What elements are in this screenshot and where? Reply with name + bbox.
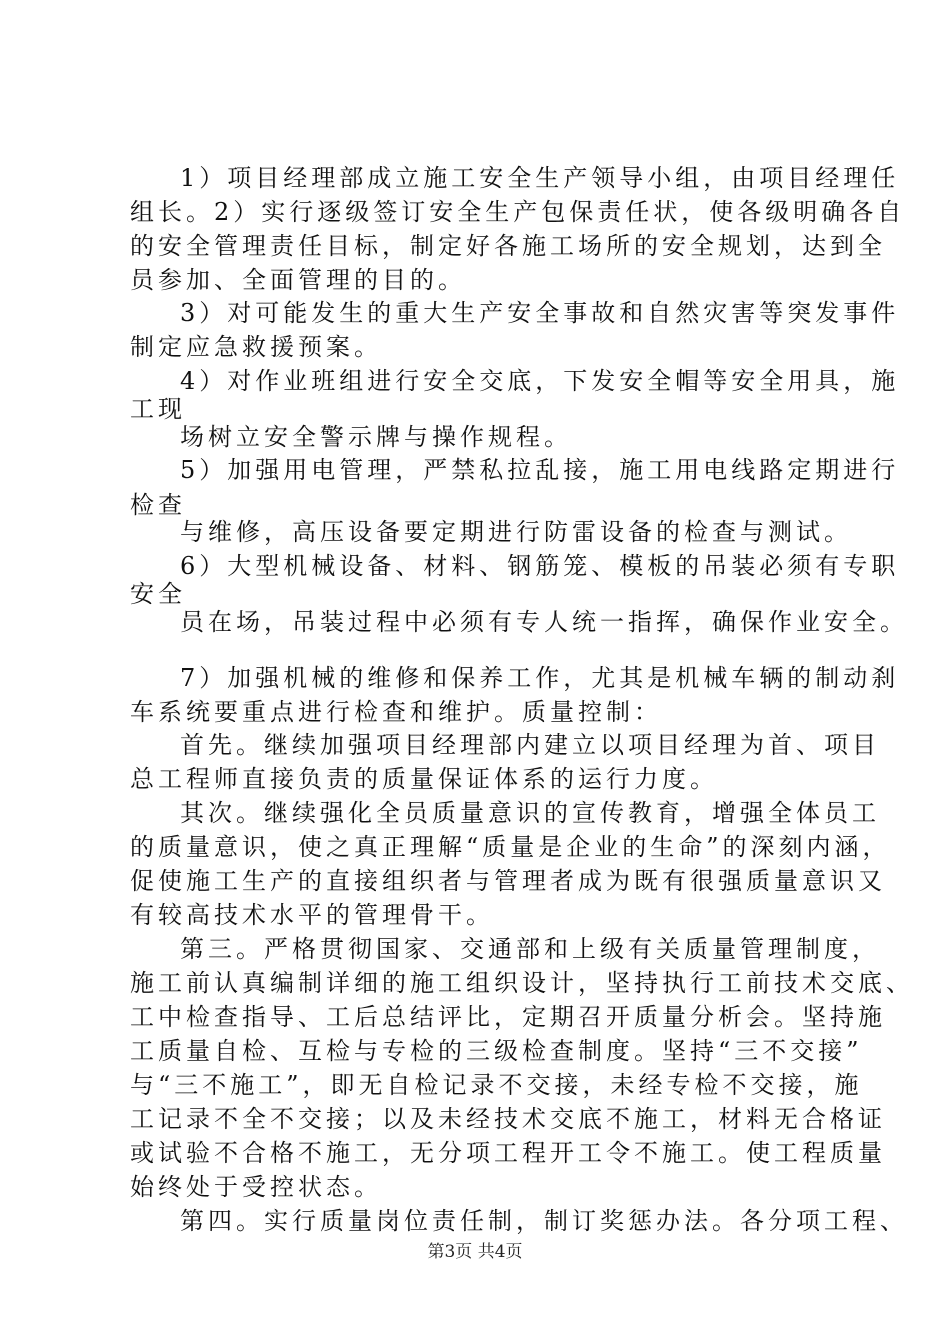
text-line: 5）加强用电管理，严禁私拉乱接，施工用电线路定期进行	[180, 456, 900, 484]
text-line: 的质量意识，使之真正理解“质量是企业的生命”的深刻内涵，	[130, 833, 891, 861]
text-line: 车系统要重点进行检查和维护。质量控制：	[130, 698, 662, 726]
text-line: 或试验不合格不施工，无分项工程开工令不施工。使工程质量	[130, 1139, 886, 1167]
text-line: 4）对作业班组进行安全交底，下发安全帽等安全用具，施	[180, 367, 900, 395]
text-line: 第三。严格贯彻国家、交通部和上级有关质量管理制度，	[180, 935, 880, 963]
text-line: 促使施工生产的直接组织者与管理者成为既有很强质量意识又	[130, 867, 886, 895]
text-line: 安全	[130, 580, 186, 608]
text-line: 第四。实行质量岗位责任制，制订奖惩办法。各分项工程、	[180, 1207, 908, 1235]
text-line: 6）大型机械设备、材料、钢筋笼、模板的吊装必须有专职	[180, 552, 900, 580]
text-line: 有较高技术水平的管理骨干。	[130, 901, 494, 929]
page-footer: 第3页 共4页	[427, 1242, 523, 1262]
text-line: 总工程师直接负责的质量保证体系的运行力度。	[130, 765, 718, 793]
text-line: 工中检查指导、工后总结评比，定期召开质量分析会。坚持施	[130, 1003, 886, 1031]
text-line: 检查	[130, 491, 186, 519]
text-line: 3）对可能发生的重大生产安全事故和自然灾害等突发事件	[180, 299, 900, 327]
text-line: 与“三不施工”，即无自检记录不交接，未经专检不交接，施	[130, 1071, 863, 1099]
text-line: 施工前认真编制详细的施工组织设计，坚持执行工前技术交底、	[130, 969, 914, 997]
text-line: 工现	[130, 395, 186, 423]
text-line: 与维修，高压设备要定期进行防雷设备的检查与测试。	[180, 518, 852, 546]
text-line: 组长。2）实行逐级签订安全生产包保责任状，使各级明确各自	[130, 198, 906, 226]
text-line: 始终处于受控状态。	[130, 1173, 382, 1201]
text-line: 场树立安全警示牌与操作规程。	[180, 423, 572, 451]
text-line: 1）项目经理部成立施工安全生产领导小组，由项目经理任	[180, 164, 900, 192]
text-line: 的安全管理责任目标，制定好各施工场所的安全规划，达到全	[130, 232, 886, 260]
text-line: 员在场，吊装过程中必须有专人统一指挥，确保作业安全。	[180, 608, 908, 636]
text-line: 工质量自检、互检与专检的三级检查制度。坚持“三不交接”	[130, 1037, 863, 1065]
text-line: 工记录不全不交接；以及未经技术交底不施工，材料无合格证	[130, 1105, 886, 1133]
text-line: 首先。继续加强项目经理部内建立以项目经理为首、项目	[180, 731, 880, 759]
text-line: 员参加、全面管理的目的。	[130, 266, 466, 294]
text-line: 7）加强机械的维修和保养工作，尤其是机械车辆的制动刹	[180, 664, 900, 692]
text-line: 制定应急救援预案。	[130, 333, 382, 361]
text-line: 其次。继续强化全员质量意识的宣传教育，增强全体员工	[180, 799, 880, 827]
